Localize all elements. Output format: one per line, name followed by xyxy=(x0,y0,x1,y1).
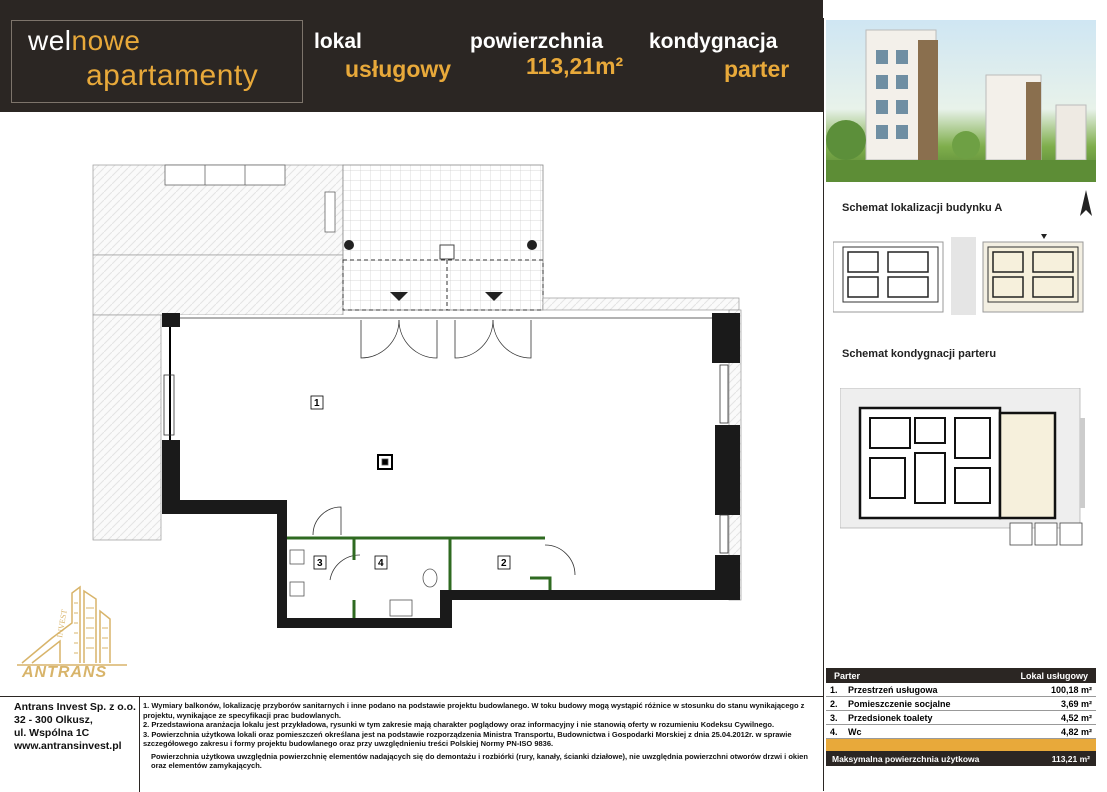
table-footer xyxy=(826,751,1096,766)
logo-sub-text: INVEST xyxy=(55,608,69,639)
total-label: Maksymalna powierzchnia użytkowa xyxy=(832,753,980,764)
floor-scheme-title: Schemat kondygnacji parteru xyxy=(842,348,997,360)
note-item: 1. Wymiary balkonów, lokalizację przyborów sanitarnych i inne podano na podstawie projektu budowlanego. W toku budowy mogą wystąpić różnice w stosunku do stanu wynikającego z projektu, wynikające ze specyfikacji prac budowlanych. xyxy=(143,701,805,720)
area-value: 113,21m² xyxy=(526,53,624,79)
logo-line-1: welnowe xyxy=(28,25,141,56)
lamp-icon xyxy=(527,240,537,250)
note-item: Powierzchnia użytkowa uwzględnia powierzchnię elementów nadających się do demontażu i rozbiórki (rury, kanały, ścianki działowe), nie uwzględnia powierzchni otworów drzwi i okien oraz elementów zamykających. xyxy=(151,751,808,770)
floor-value: parter xyxy=(724,56,790,82)
area-table xyxy=(826,668,1096,766)
type-label: lokal xyxy=(314,30,362,53)
note-item: 3. Powierzchnia użytkowa lokali oraz pomieszczeń określana jest na podstawie rozporządzenia Ministra Transportu, Budownictwa i Gospodarki Morskiej z dnia 25.04.2012r. w sprawie szczegółowego zakresu i formy projektu budowlanego oraz przy uwzględnieniu treści Polskiej Normy PN-ISO 9836. xyxy=(143,729,792,748)
area-label: powierzchnia xyxy=(470,30,604,53)
table-spacer xyxy=(826,739,1096,751)
table-row: 2. Pomieszczenie socjalne 3,69 m² xyxy=(826,697,1096,711)
table-header-floor: Parter xyxy=(834,670,861,681)
company-website-link[interactable]: www.antransinvest.pl xyxy=(14,740,122,752)
logo-line-2: apartamenty xyxy=(86,59,259,92)
room-number: 1 xyxy=(314,398,320,409)
lamp-icon xyxy=(344,240,354,250)
antrans-logo-text: ANTRANS xyxy=(22,664,108,681)
footer-info xyxy=(0,696,823,792)
building-render-image xyxy=(826,20,1096,182)
table-header-unit: Lokal usługowy xyxy=(1020,670,1088,681)
legal-notes xyxy=(143,701,815,771)
header-bar xyxy=(0,0,823,112)
north-arrow-icon xyxy=(1076,188,1096,220)
room-number: 4 xyxy=(378,558,384,569)
location-scheme-title: Schemat lokalizacji budynku A xyxy=(842,202,1003,214)
note-item: 2. Przedstawiona aranżacja lokalu jest przykładowa, rysunki w tym zakresie mają charakter poglądowy oraz informacyjny i nie stanowią oferty w rozumieniu Kodeksu Cywilnego. xyxy=(143,720,775,729)
sidebar-divider xyxy=(823,18,824,791)
room-number: 3 xyxy=(317,558,323,569)
company-street: ul. Wspólna 1C xyxy=(14,727,90,739)
table-row: 1. Przestrzeń usługowa 100,18 m² xyxy=(826,683,1096,697)
terrace xyxy=(343,165,543,310)
company-city: 32 - 300 Olkusz, xyxy=(14,714,93,726)
floor-label: kondygnacja xyxy=(649,30,778,53)
table-row: 3. Przedsionek toalety 4,52 m² xyxy=(826,711,1096,725)
location-scheme-map xyxy=(833,232,1095,317)
floor-scheme-map xyxy=(840,388,1085,550)
company-name: Antrans Invest Sp. z o.o. xyxy=(14,701,136,713)
company-info xyxy=(14,701,136,753)
room-number: 2 xyxy=(501,558,507,569)
area-table-header xyxy=(826,668,1096,683)
brand-logo xyxy=(11,20,303,103)
footer-divider xyxy=(139,697,140,792)
bench xyxy=(165,165,285,185)
table-row: 4. Wc 4,82 m² xyxy=(826,725,1096,739)
total-value: 113,21 m² xyxy=(1051,753,1090,764)
type-value: usługowy xyxy=(345,56,452,82)
